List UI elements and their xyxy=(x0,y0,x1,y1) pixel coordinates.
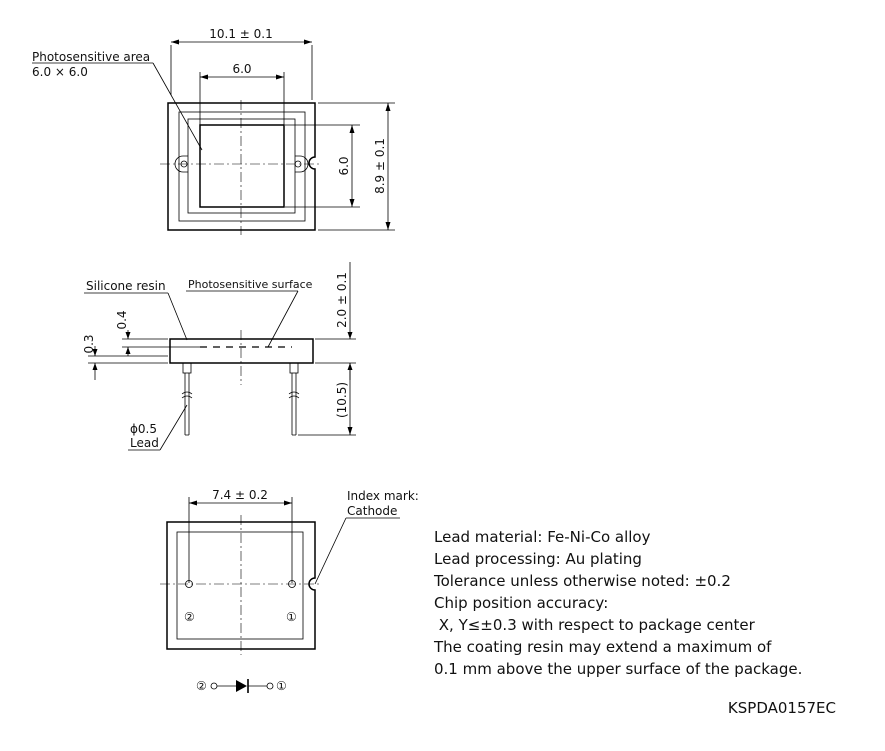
area-width-dimension: 6.0 xyxy=(232,62,252,76)
top-view xyxy=(32,27,395,235)
diode-symbol xyxy=(196,679,287,693)
pitch-dimension: 7.4 ± 0.2 xyxy=(212,488,268,502)
lead-diameter-label: ϕ0.5 xyxy=(130,422,157,436)
note-chip-position-detail: X, Y≤±0.3 with respect to package center xyxy=(434,616,755,634)
notes xyxy=(433,528,802,678)
silicone-resin-label: Silicone resin xyxy=(86,279,166,293)
lead-label: Lead xyxy=(130,436,159,450)
side-view xyxy=(82,262,356,450)
bottom-pin-2: ② xyxy=(184,610,195,624)
note-lead-material: Lead material: Fe-Ni-Co alloy xyxy=(434,528,651,546)
bottom-pin-1: ① xyxy=(286,610,297,624)
drawing-code: KSPDA0157EC xyxy=(727,699,836,717)
area-height-dimension: 6.0 xyxy=(337,156,351,176)
dimension-0-3: 0.3 xyxy=(82,334,96,354)
photosensitive-area-label: Photosensitive area xyxy=(32,50,151,64)
diode-triangle xyxy=(236,680,247,692)
note-tolerance: Tolerance unless otherwise noted: ±0.2 xyxy=(434,572,731,590)
bottom-view xyxy=(160,488,419,655)
symbol-pin-2: ② xyxy=(196,679,207,693)
note-coating-resin-1: The coating resin may extend a maximum of xyxy=(434,638,772,656)
index-mark-label: Index mark: xyxy=(347,489,419,503)
thickness-dimension: 2.0 ± 0.1 xyxy=(335,272,349,328)
lead-length-dimension: (10.5) xyxy=(335,381,349,419)
note-lead-processing: Lead processing: Au plating xyxy=(434,550,642,568)
photosensitive-surface-label: Photosensitive surface xyxy=(188,278,313,291)
note-coating-resin-2: 0.1 mm above the upper surface of the package. xyxy=(434,660,803,678)
symbol-pin-1: ① xyxy=(276,679,287,693)
note-chip-position: Chip position accuracy: xyxy=(434,594,609,612)
cathode-label: Cathode xyxy=(347,504,398,518)
photosensitive-area-size: 6.0 × 6.0 xyxy=(32,65,88,79)
height-dimension: 8.9 ± 0.1 xyxy=(373,138,387,194)
width-dimension: 10.1 ± 0.1 xyxy=(209,27,273,41)
dimension-0-4: 0.4 xyxy=(115,310,129,330)
